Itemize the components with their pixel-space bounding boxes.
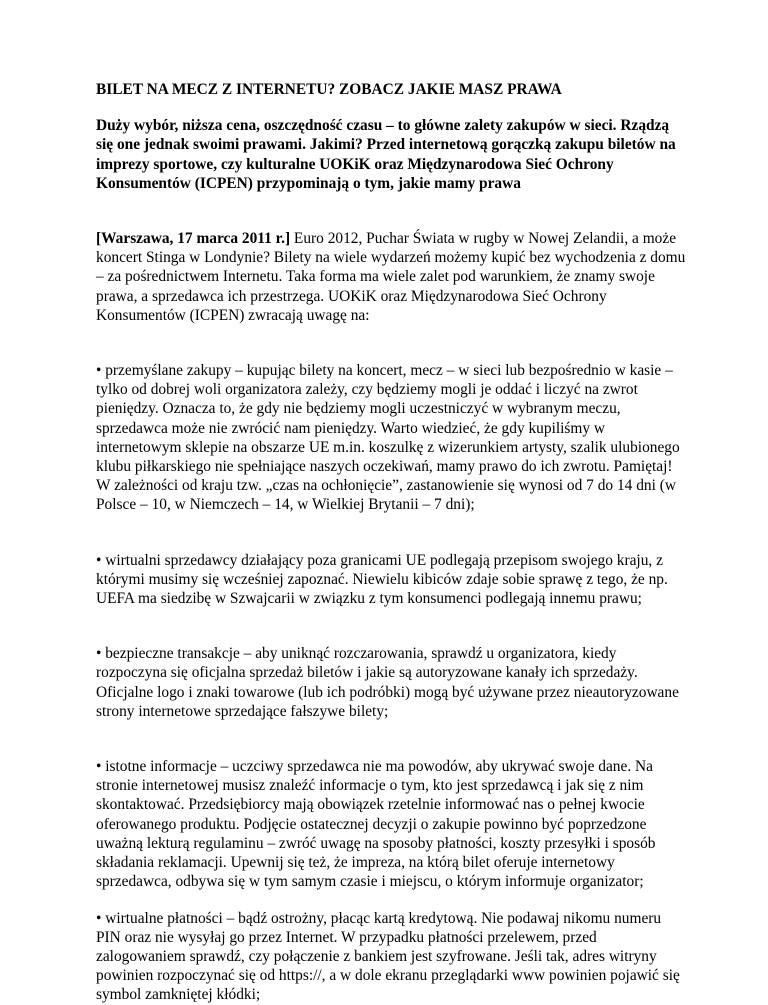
dateline: [Warszawa, 17 marca 2011 r.] xyxy=(96,230,291,248)
intro-paragraph xyxy=(96,229,686,325)
document-lead: Duży wybór, niższa cena, oszczędność czasu – to główne zalety zakupów w sieci. Rządzą się one jednak swoimi prawami. Jakimi? Przed internetową gorączką zakupu biletów na imprezy sportowe, czy kulturalne UOKiK oraz Międzynarodowa Sieć Ochrony Konsumentów (ICPEN) przypominają o tym, jakie mamy prawa xyxy=(96,117,676,192)
document-page xyxy=(96,80,686,1005)
bullet-item-3: • bezpieczne transakcje – aby uniknąć rozczarowania, sprawdź u organizatora, kiedy rozpoczyna się oficjalna sprzedaż biletów i jakie są autoryzowane kanały ich sprzedaży. Oficjalne logo i znaki towarowe (lub ich podróbki) mogą być używane przez nieautoryzowane strony internetowe sprzedające fałszywe bilety; xyxy=(96,645,679,720)
intro-text: Euro 2012, Puchar Świata w rugby w Nowej Zelandii, a może koncert Stinga w Londynie? Bilety na wiele wydarzeń możemy kupić bez wychodzenia z domu – za pośrednictwem Internetu. Taka forma ma wiele zalet pod warunkiem, że znamy swoje prawa, a sprzedawca ich przestrzega. UOKiK oraz Międzynarodowa Sieć Ochrony Konsumentów (ICPEN) zwracają uwagę na: xyxy=(96,230,686,324)
bullet-item-1: • przemyślane zakupy – kupując bilety na koncert, mecz – w sieci lub bezpośrednio w kasie – tylko od dobrej woli organizatora zależy, czy będziemy mogli je oddać i liczyć na zwrot pieniędzy. Oznacza to, że gdy nie będziemy mogli uczestniczyć w wybranym meczu, sprzedawca może nie zwrócić nam pieniędzy. Warto wiedzieć, że gdy kupiliśmy w internetowym sklepie na obszarze UE m.in. koszulkę z wizerunkiem artysty, szalik ulubionego klubu piłkarskiego nie spełniające naszych oczekiwań, mamy prawo do ich zwrotu. Pamiętaj! W zależności od kraju tzw. „czas na ochłonięcie”, zastanowienie się wynosi od 7 do 14 dni (w Polsce – 10, w Niemczech – 14, w Wielkiej Brytanii – 7 dni); xyxy=(96,362,680,514)
bullet-item-2: • wirtualni sprzedawcy działający poza granicami UE podlegają przepisom swojego kraju, z którymi musimy się wcześniej zapoznać. Niewielu kibiców zdaje sobie sprawę z tego, że np. UEFA ma siedzibę w Szwajcarii w związku z tym konsumenci podlegają innemu prawu; xyxy=(96,551,668,608)
bullet-item-5: • wirtualne płatności – bądź ostrożny, płacąc kartą kredytową. Nie podawaj nikomu numeru PIN oraz nie wysyłaj go przez Internet. W przypadku płatności przelewem, przed zalogowaniem sprawdź, czy połączenie z bankiem jest szyfrowane. Jeśli tak, adres witryny powinien rozpoczynać się od https://, a w dole ekranu przeglądarki www powinien pojawić się symbol zamkniętej kłódki; xyxy=(96,909,680,1004)
bullet-item-4: • istotne informacje – uczciwy sprzedawca nie ma powodów, aby ukrywać swoje dane. Na stronie internetowej musisz znaleźć informacje o tym, kto jest sprzedawcą i jak się z nim skontaktować. Przedsiębiorcy mają obowiązek rzetelnie informować nas o pełnej kwocie oferowanego produktu. Podjęcie ostatecznej decyzji o zakupie powinno być poprzedzone uważną lekturą regulaminu – zwróć uwagę na sposoby płatności, koszty przesyłki i sposób składania reklamacji. Upewnij się też, że impreza, na którą bilet oferuje internetowy sprzedawca, odbywa się w tym samym czasie i miejscu, o którym informuje organizator; xyxy=(96,758,656,891)
document-title: BILET NA MECZ Z INTERNETU? ZOBACZ JAKIE MASZ PRAWA xyxy=(96,81,562,98)
